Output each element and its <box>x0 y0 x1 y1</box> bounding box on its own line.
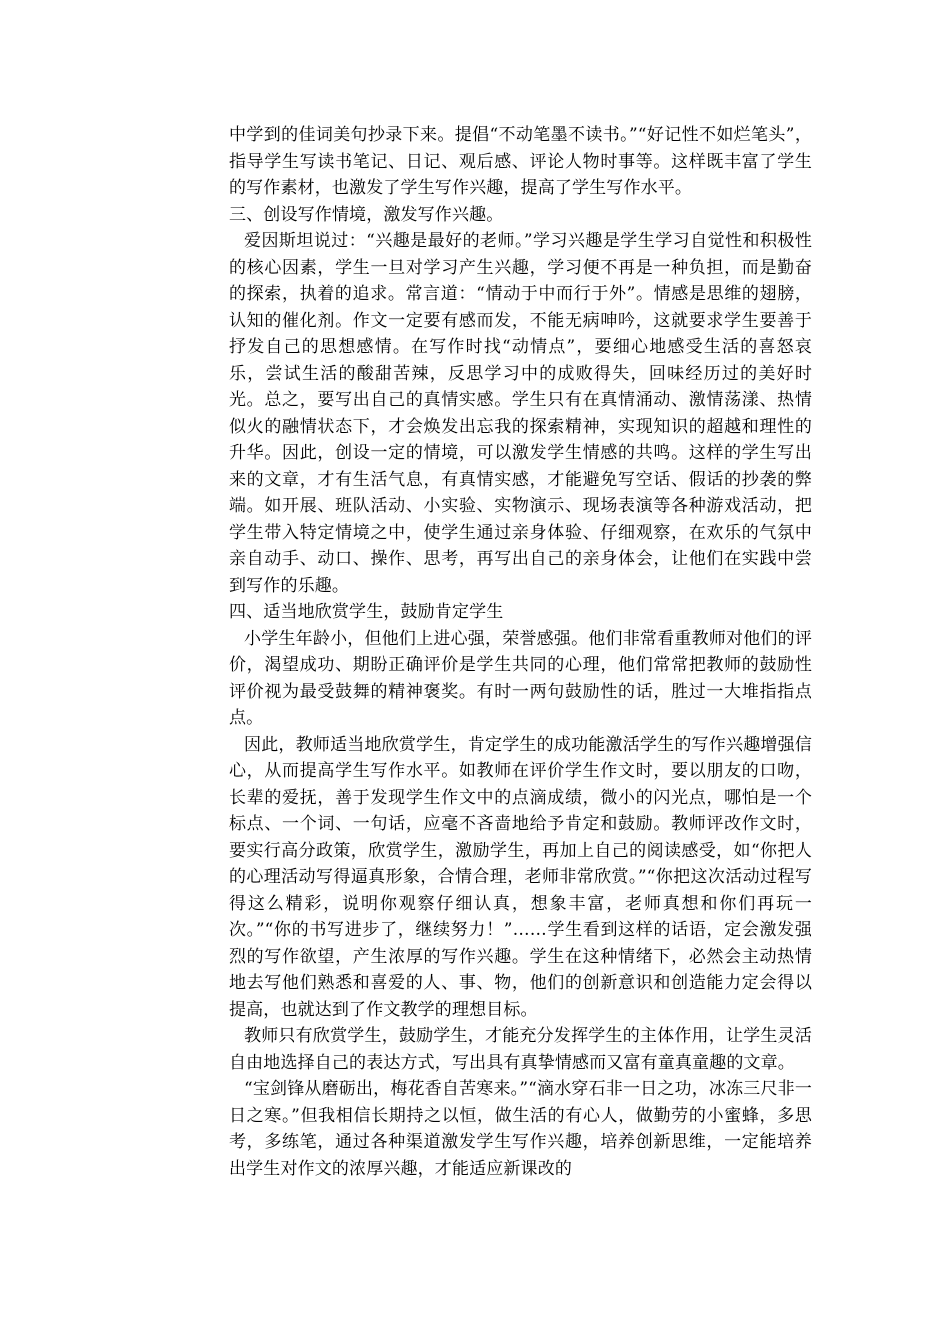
paragraph-pupils: 小学生年龄小，但他们上进心强，荣誉感强。他们非常看重教师对他们的评价，渴望成功、期盼正确评价是学生共同的心理，他们常常把教师的鼓励性评价视为最受鼓舞的精神褒奖。有时一两句鼓励性的话，胜过一大堆指指点点。 <box>229 628 812 728</box>
paragraph-continuation: 中学到的佳词美句抄录下来。提倡“不动笔墨不读书。”“好记性不如烂笔头”，指导学生写读书笔记、日记、观后感、评论人物时事等。这样既丰富了学生的写作素材，也激发了学生写作兴趣，提高了学生写作水平。 <box>229 125 812 198</box>
paragraph-conclusion: “宝剑锋从磨砺出，梅花香自苦寒来。”“滴水穿石非一日之功，冰冻三尺非一日之寒。”但我相信长期持之以恒，做生活的有心人，做勤劳的小蜜蜂，多思考，多练笔，通过各种渠道激发学生写作兴趣，培养创新思维，一定能培养出学生对作文的浓厚兴趣，才能适应新课改的 <box>229 1079 812 1179</box>
paragraph-einstein: 爱因斯坦说过：“兴趣是最好的老师。”学习兴趣是学生学习自觉性和积极性的核心因素，学生一旦对学习产生兴趣，学习便不再是一种负担，而是勤奋的探索，执着的追求。常言道：“情动于中而行于外”。情感是思维的翅膀，认知的催化剂。作文一定要有感而发，不能无病呻吟，这就要求学生要善于抒发自己的思想感情。在写作时找“动情点”，要细心地感受生活的喜怒哀乐，尝试生活的酸甜苦辣，反思学习中的成败得失，回味经历过的美好时光。总之，要写出自己的真情实感。学生只有在真情涌动、激情荡漾、热情似火的融情状态下，才会焕发出忘我的探索精神，实现知识的超越和理性的升华。因此，创设一定的情境，可以激发学生情感的共鸣。这样的学生写出来的文章，才有生活气息，有真情实感，才能避免写空话、假话的抄袭的弊端。如开展、班队活动、小实验、实物演示、现场表演等各种游戏活动，把学生带入特定情境之中，使学生通过亲身体验、仔细观察，在欢乐的气氛中亲自动手、动口、操作、思考，再写出自己的亲身体会，让他们在实践中尝到写作的乐趣。 <box>229 231 812 596</box>
section-heading-3: 三、创设写作情境，激发写作兴趣。 <box>229 204 504 225</box>
paragraph-therefore: 因此，教师适当地欣赏学生，肯定学生的成功能激活学生的写作兴趣增强信心，从而提高学生写作水平。如教师在评价学生作文时，要以朋友的口吻，长辈的爱抚，善于发现学生作文中的点滴成绩，微小的闪光点，哪怕是一个标点、一个词、一句话，应毫不吝啬地给予肯定和鼓励。教师评改作文时，要实行高分政策，欣赏学生，激励学生，再加上自己的阅读感受，如“你把人的心理活动写得逼真形象，合情合理，老师非常欣赏。”“你把这次活动过程写得这么精彩，说明你观察仔细认真，想象丰富，老师真想和你们再玩一次。”“你的书写进步了，继续努力！”……学生看到这样的话语，定会激发强烈的写作欲望，产生浓厚的写作兴趣。学生在这种情绪下，必然会主动热情地去写他们熟悉和喜爱的人、事、物，他们的创新意识和创造能力定会得以提高，也就达到了作文教学的理想目标。 <box>229 734 812 1020</box>
document-body <box>229 122 812 1182</box>
section-heading-4: 四、适当地欣赏学生，鼓励肯定学生 <box>229 602 504 622</box>
paragraph-teacher: 教师只有欣赏学生，鼓励学生，才能充分发挥学生的主体作用，让学生灵活自由地选择自己的表达方式，写出具有真挚情感而又富有童真童趣的文章。 <box>229 1026 812 1073</box>
